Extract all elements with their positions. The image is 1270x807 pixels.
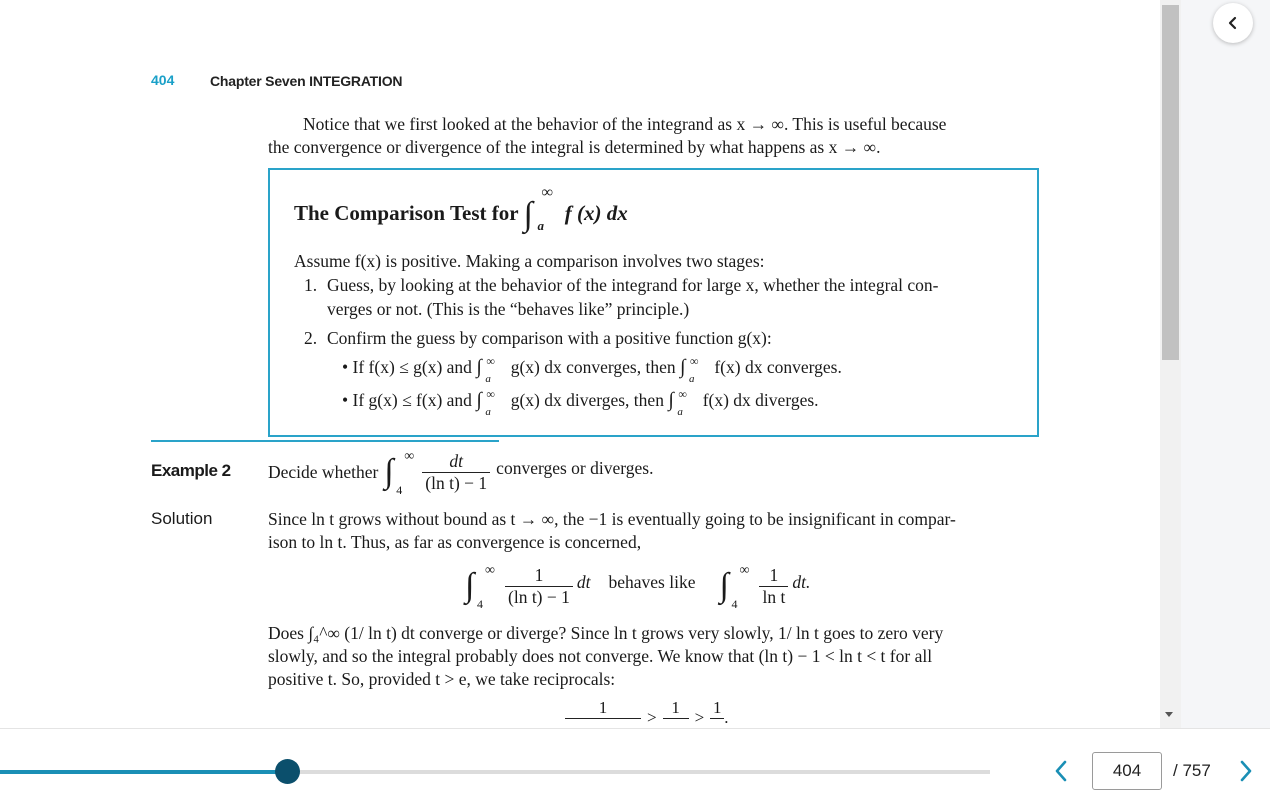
bullet-2-part-b: g(x) dx diverges, then (510, 390, 664, 410)
page-number-input[interactable] (1092, 752, 1162, 790)
bullet-2-int-1-upper: ∞ (486, 387, 495, 401)
scrollbar-thumb[interactable] (1162, 5, 1179, 360)
eq-integral-1 (465, 563, 505, 611)
example-int-lower: 4 (396, 483, 403, 497)
eq-frac-2-num: 1 (759, 565, 788, 587)
ineq-gt-2: > (694, 708, 705, 727)
example-text-suffix: converges or diverges. (496, 457, 654, 478)
eq-frac-2-den: ln t (762, 586, 786, 607)
eq-int-1-upper: ∞ (485, 563, 495, 578)
ineq-period: . (724, 708, 729, 727)
eq-integral-2 (719, 563, 759, 611)
step-1-line-1: Guess, by looking at the behavior of the integrand for large x, whether the integral con- (327, 275, 939, 295)
ineq-frac-1-num: 1 (565, 698, 641, 719)
bottom-toolbar (0, 728, 1270, 807)
example-integral (384, 449, 422, 497)
example-int-upper: ∞ (404, 449, 415, 464)
example-frac-num: dt (422, 451, 490, 473)
bullet-1-part-a: If f(x) ≤ g(x) and (352, 357, 472, 377)
bullet-2-int-1-lower: a (485, 406, 491, 418)
bullet-2-part-a: If g(x) ≤ f(x) and (352, 390, 472, 410)
box-title-integral (523, 184, 559, 234)
solution-line-1: Since ln t grows without bound as t → ∞, the −1 is eventually going to be insignificant in compar- (268, 509, 956, 529)
solution-line-2: ison to ln t. Thus, as far as convergence is concerned, (268, 532, 642, 552)
bullet-1 (342, 354, 842, 385)
chevron-right-icon (1238, 760, 1254, 782)
step-1-line-2: verges or not. (This is the “behaves like” principle.) (327, 299, 690, 319)
example-label: Example 2 (151, 461, 231, 480)
bullet-1-int-2-upper: ∞ (689, 354, 699, 368)
step-2-number: 2. (304, 328, 318, 348)
intro-line-2: the convergence or divergence of the integral is determined by what happens as x → ∞. (268, 137, 881, 157)
side-panel (1181, 0, 1270, 728)
page-slider-fill (0, 770, 287, 774)
integral-sign-icon: ∫ (476, 389, 482, 411)
box-title-integrand: f (x) dx (564, 200, 628, 225)
integral-sign-icon: ∫ (476, 356, 482, 378)
chevron-left-icon (1053, 760, 1069, 782)
collapse-panel-button[interactable] (1213, 3, 1253, 43)
solution-para2-line-2: slowly, and so the integral probably does not converge. We know that (ln t) − 1 < ln t < t for all (268, 646, 933, 666)
step-2-text: Confirm the guess by comparison with a positive function g(x): (327, 328, 772, 348)
bullet-2-int-2-upper: ∞ (678, 387, 687, 401)
page-slider-thumb[interactable] (275, 759, 300, 784)
bullet-1-integral-1 (476, 354, 506, 385)
page-number: 404 (151, 72, 175, 88)
behaves-like-equation (465, 560, 810, 612)
page-total: / 757 (1173, 761, 1211, 780)
bullet-1-integral-2 (679, 354, 710, 385)
comparison-test-box (268, 168, 1039, 437)
bullet-2-integral-2 (668, 387, 698, 418)
bullet-dot-icon: • (342, 390, 349, 410)
integral-sign-icon: ∫ (465, 567, 475, 604)
solution-label: Solution (151, 509, 213, 528)
eq-frac-1-den: (ln t) − 1 (508, 586, 570, 607)
bullet-1-int-1-lower: a (485, 373, 491, 385)
box-int-lower: a (537, 218, 544, 233)
chapter-title: Chapter Seven INTEGRATION (210, 73, 403, 89)
bullet-2-integral-1 (476, 387, 506, 418)
bullet-1-part-c: f(x) dx converges. (714, 357, 842, 377)
intro-line-1: Notice that we first looked at the behavior of the integrand as x → ∞. This is useful because (303, 114, 947, 134)
ineq-frac-3-num: 1 (710, 698, 724, 719)
next-page-button[interactable] (1232, 757, 1260, 785)
eq-behaves-like: behaves like (608, 571, 696, 592)
bullet-1-int-1-upper: ∞ (486, 354, 495, 368)
bullet-dot-icon: • (342, 357, 349, 377)
scroll-down-arrow-icon[interactable] (1165, 712, 1173, 717)
integral-sign-icon: ∫ (719, 567, 729, 604)
eq-int-1-lower: 4 (477, 597, 483, 611)
box-title-text: The Comparison Test for (294, 200, 519, 225)
example-text-prefix: Decide whether (268, 461, 379, 482)
solution-para2-line-1: Does ∫₄^∞ (1/ ln t) dt converge or diverge? Since ln t grows very slowly, 1/ ln t goes to zero very (268, 623, 944, 643)
example-statement (268, 446, 653, 498)
integral-sign-icon: ∫ (679, 356, 686, 378)
chevron-left-icon (1226, 16, 1240, 30)
eq-fraction-1 (505, 565, 573, 608)
bullet-1-part-b: g(x) dx converges, then (510, 357, 676, 377)
box-int-upper: ∞ (541, 184, 553, 201)
integral-sign-icon: ∫ (668, 389, 674, 411)
bullet-1-int-2-lower: a (688, 373, 695, 385)
eq-int-2-upper: ∞ (739, 563, 750, 578)
bullet-2-part-c: f(x) dx diverges. (702, 390, 819, 410)
section-divider (151, 440, 499, 442)
box-assume: Assume f(x) is positive. Making a comparison involves two stages: (294, 251, 765, 271)
ineq-gt-1: > (647, 708, 657, 727)
example-frac-den: (ln t) − 1 (425, 472, 488, 493)
bullet-2 (342, 387, 819, 418)
ineq-frac-2-num: 1 (663, 698, 689, 719)
eq-dt-1: dt (576, 571, 591, 592)
eq-dt-2: dt. (792, 571, 811, 592)
bullet-2-int-2-lower: a (677, 406, 683, 418)
previous-page-button[interactable] (1047, 757, 1075, 785)
integral-sign-icon: ∫ (384, 453, 394, 490)
reciprocal-inequality (565, 698, 728, 728)
solution-para2-line-3: positive t. So, provided t > e, we take reciprocals: (268, 669, 616, 689)
eq-int-2-lower: 4 (731, 597, 738, 611)
step-1-number: 1. (304, 275, 318, 295)
integral-sign-icon: ∫ (523, 196, 533, 233)
eq-frac-1-num: 1 (505, 565, 573, 587)
eq-fraction-2 (759, 565, 788, 608)
box-title (294, 184, 628, 234)
example-fraction (422, 451, 490, 494)
